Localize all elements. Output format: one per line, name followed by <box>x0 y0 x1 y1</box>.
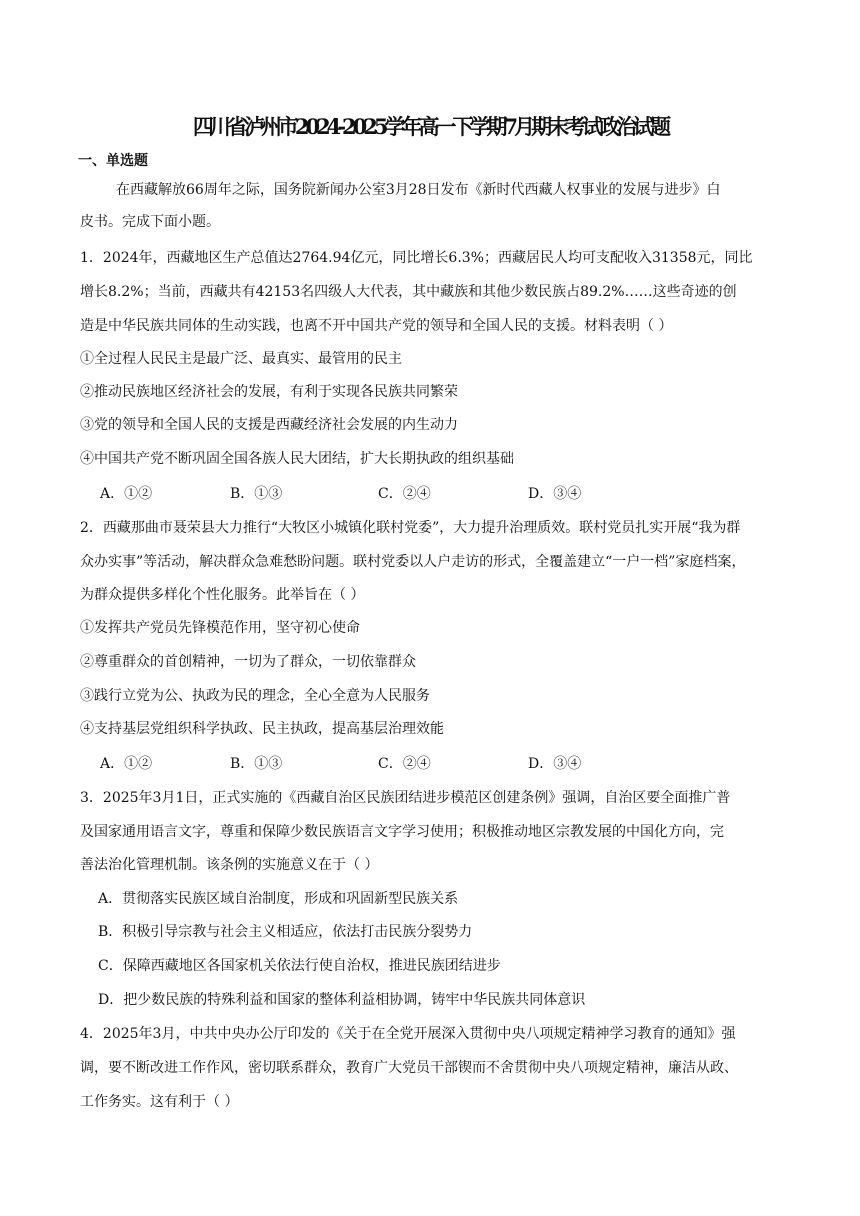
question-3-option-c[interactable]: C．保障西藏地区各国家机关依法行使自治权，推进民族团结进步 <box>98 958 501 974</box>
choice-c[interactable]: C．②④ <box>378 486 431 502</box>
question-3-stem-line: 及国家通用语言文字，尊重和保障少数民族语言文字学习使用；积极推动地区宗教发展的中国化方向，完 <box>80 824 724 840</box>
question-3-option-d[interactable]: D．把少数民族的特殊利益和国家的整体利益相协调，铸牢中华民族共同体意识 <box>98 992 586 1008</box>
question-2-stem-line: 为群众提供多样化个性化服务。此举旨在（ ） <box>80 587 365 603</box>
question-1-item: ④中国共产党不断巩固全国各族人民大团结，扩大长期执政的组织基础 <box>80 451 514 467</box>
question-1-item: ③党的领导和全国人民的支援是西藏经济社会发展的内生动力 <box>80 417 458 433</box>
choice-b[interactable]: B．①③ <box>230 756 283 772</box>
choice-b[interactable]: B．①③ <box>230 486 283 502</box>
question-1-item: ①全过程人民民主是最广泛、最真实、最管用的民主 <box>80 351 402 367</box>
question-1-stem-line: 增长8.2%；当前，西藏共有42153名四级人大代表，其中藏族和其他少数民族占89.2%……这些奇迹的创 <box>80 284 737 300</box>
question-3-option-a[interactable]: A．贯彻落实民族区域自治制度，形成和巩固新型民族关系 <box>98 891 459 907</box>
intro-line: 在西藏解放66周年之际，国务院新闻办公室3月28日发布《新时代西藏人权事业的发展与进步》白 <box>116 182 721 198</box>
document-title: 四川省泸州市2024-2025学年高一下学期7月期末考试政治试题 <box>192 114 668 139</box>
choice-c[interactable]: C．②④ <box>378 756 431 772</box>
question-4-stem-line: 工作务实。这有利于（ ） <box>80 1094 239 1110</box>
section-heading: 一、单选题 <box>78 153 148 169</box>
choice-a[interactable]: A．①② <box>100 486 153 502</box>
intro-line: 皮书。完成下面小题。 <box>80 214 220 230</box>
question-4-stem-line: 调，要不断改进工作作风，密切联系群众，教育广大党员干部锲而不舍贯彻中央八项规定精神，廉洁从政、 <box>80 1060 738 1076</box>
question-2-item: ③践行立党为公、执政为民的理念，全心全意为人民服务 <box>80 688 430 704</box>
question-3-stem-line: 善法治化管理机制。该条例的实施意义在于（ ） <box>80 857 379 873</box>
question-4-stem-line: 4．2025年3月，中共中央办公厅印发的《关于在全党开展深入贯彻中央八项规定精神学习教育的通知》强 <box>80 1026 736 1042</box>
question-3-option-b[interactable]: B．积极引导宗教与社会主义相适应，依法打击民族分裂势力 <box>98 924 473 940</box>
question-2-item: ②尊重群众的首创精神，一切为了群众，一切依靠群众 <box>80 654 416 670</box>
choice-d[interactable]: D．③④ <box>528 756 582 772</box>
question-1-stem-line: 1．2024年，西藏地区生产总值达2764.94亿元，同比增长6.3%；西藏居民人均可支配收入31358元，同比 <box>80 250 753 266</box>
question-2-item: ①发挥共产党员先锋模范作用，坚守初心使命 <box>80 620 360 636</box>
question-1-stem-line: 造是中华民族共同体的生动实践，也离不开中国共产党的领导和全国人民的支援。材料表明（ ） <box>80 318 673 334</box>
question-3-stem-line: 3．2025年3月1日，正式实施的《西藏自治区民族团结进步模范区创建条例》强调，自治区要全面推广普 <box>80 790 731 806</box>
question-2-stem-line: 众办实事”等活动，解决群众急难愁盼问题。联村党委以人户走访的形式，全覆盖建立“一户一档”家庭档案， <box>80 554 746 570</box>
choice-d[interactable]: D．③④ <box>528 486 582 502</box>
question-1-item: ②推动民族地区经济社会的发展，有利于实现各民族共同繁荣 <box>80 384 458 400</box>
choice-a[interactable]: A．①② <box>100 756 153 772</box>
question-2-stem-line: 2．西藏那曲市聂荣县大力推行“大牧区小城镇化联村党委”，大力提升治理质效。联村党员扎实开展“我为群 <box>80 520 741 536</box>
question-2-item: ④支持基层党组织科学执政、民主执政，提高基层治理效能 <box>80 721 444 737</box>
